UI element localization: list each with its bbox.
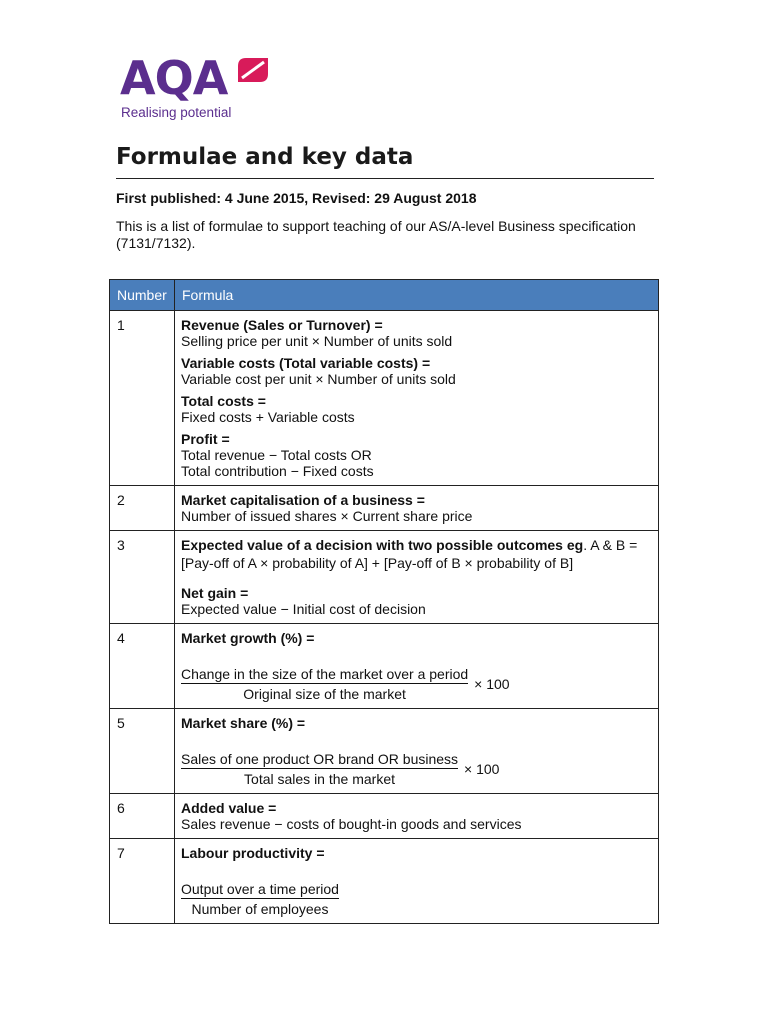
table-row <box>110 794 659 839</box>
formula-profit <box>181 431 652 479</box>
formula-cell <box>175 709 659 794</box>
row-number: 2 <box>110 486 175 531</box>
multiplier: × 100 <box>474 676 510 692</box>
fraction-numerator: Output over a time period <box>181 881 339 897</box>
formula-net-gain <box>181 585 652 617</box>
fraction <box>181 666 468 702</box>
page-title: Formulae and key data <box>116 144 414 170</box>
formula-cell <box>175 839 659 924</box>
formula-title: Expected value of a decision with two possible outcomes eg <box>181 537 584 553</box>
fraction-numerator: Change in the size of the market over a period <box>181 666 469 682</box>
table-row <box>110 311 659 486</box>
row-number: 6 <box>110 794 175 839</box>
row-number: 1 <box>110 311 175 486</box>
formula-title: Variable costs (Total variable costs) = <box>181 355 431 371</box>
formula-line: Selling price per unit × Number of units sold <box>181 333 453 349</box>
formula-expected-value <box>181 537 652 571</box>
logo-wordmark: AQA <box>120 51 228 105</box>
formula-title: Net gain = <box>181 585 249 601</box>
table-header-row <box>110 280 659 311</box>
formula-line: Expected value − Initial cost of decision <box>181 601 426 617</box>
formula-cell <box>175 624 659 709</box>
table-row <box>110 624 659 709</box>
formula-title: Market capitalisation of a business = <box>181 492 425 508</box>
logo-leaf-icon <box>236 56 270 84</box>
formula-line: [Pay-off of A × probability of A] + [Pay-off of B × probability of B] <box>181 555 574 571</box>
formula-title: Profit = <box>181 431 230 447</box>
formula-title: Labour productivity = <box>181 845 325 861</box>
table-row <box>110 709 659 794</box>
title-divider <box>116 178 654 179</box>
formula-cell <box>175 794 659 839</box>
formula-title: Added value = <box>181 800 277 816</box>
formula-title: Total costs = <box>181 393 266 409</box>
formula-line: Variable cost per unit × Number of units sold <box>181 371 456 387</box>
formula-line: Total contribution − Fixed costs <box>181 463 374 479</box>
intro-paragraph: This is a list of formulae to support teaching of our AS/A-level Business specification (7131/7132). <box>116 218 636 251</box>
formula-title: Revenue (Sales or Turnover) = <box>181 317 383 333</box>
formula-table <box>109 279 659 924</box>
row-number: 4 <box>110 624 175 709</box>
fraction <box>181 881 339 917</box>
formula-line: Sales revenue − costs of bought-in goods and services <box>181 816 522 832</box>
column-header-number: Number <box>110 280 175 311</box>
multiplier: × 100 <box>464 761 500 777</box>
fraction <box>181 751 458 787</box>
logo-tagline: Realising potential <box>121 105 232 120</box>
formula-line: Fixed costs + Variable costs <box>181 409 355 425</box>
formula-title-rest: . A & B = <box>583 537 638 553</box>
row-number: 7 <box>110 839 175 924</box>
fraction-denominator: Total sales in the market <box>244 771 395 787</box>
column-header-formula: Formula <box>175 280 659 311</box>
formula-total-costs <box>181 393 652 425</box>
formula-line: Number of issued shares × Current share price <box>181 508 473 524</box>
table-row <box>110 531 659 624</box>
publication-dates: First published: 4 June 2015, Revised: 29 August 2018 <box>116 190 477 206</box>
formula-variable-costs <box>181 355 652 387</box>
formula-revenue <box>181 317 652 349</box>
formula-market-capitalisation <box>181 492 652 524</box>
fraction-denominator: Original size of the market <box>243 686 406 702</box>
formula-cell <box>175 486 659 531</box>
row-number: 5 <box>110 709 175 794</box>
formula-cell <box>175 311 659 486</box>
fraction-denominator: Number of employees <box>191 901 329 917</box>
formula-line: Total revenue − Total costs OR <box>181 447 372 463</box>
formula-title: Market share (%) = <box>181 715 306 731</box>
formula-cell <box>175 531 659 624</box>
formula-title: Market growth (%) = <box>181 630 315 646</box>
fraction-numerator: Sales of one product OR brand OR business <box>181 751 459 767</box>
table-row <box>110 486 659 531</box>
table-row <box>110 839 659 924</box>
aqa-logo <box>120 52 280 124</box>
row-number: 3 <box>110 531 175 624</box>
